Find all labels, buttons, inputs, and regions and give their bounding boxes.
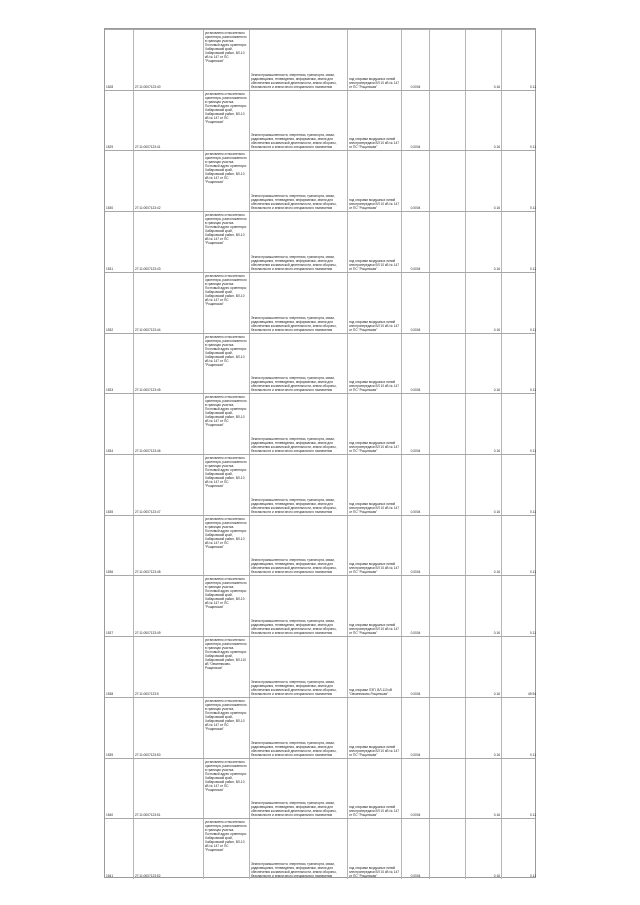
table-cell-use [347, 819, 401, 879]
cell-text-v9: 0.11 [530, 873, 536, 878]
cell-text-area: 0.0004 [410, 570, 421, 575]
table-cell-v8 [465, 394, 501, 454]
table-cell-area [401, 698, 429, 758]
table-cell-v8 [465, 334, 501, 394]
table-cell-v8 [465, 637, 501, 697]
table-cell-v8 [465, 759, 501, 819]
table-cell-cad [133, 30, 203, 90]
table-row [105, 211, 535, 272]
cell-text-location: установлено относительно ориентира, расположенного в границах участка. Почтовый адрес ориентира: Хабаровский край, Хабаровский район, ВЛ-110 кВ "Овчинниково-Рощинская" [205, 638, 248, 671]
table-cell-category [249, 151, 347, 211]
table-cell-cad [133, 576, 203, 636]
table-cell-use [347, 273, 401, 333]
cell-text-cad: 27:11:0007123:5 [135, 691, 159, 696]
table-cell-v9 [501, 91, 537, 151]
cell-text-area: 0.0004 [410, 266, 421, 271]
cell-text-cad: 27:11:0007123:50 [135, 752, 161, 757]
table-cell-v9 [501, 273, 537, 333]
cell-text-use: под опорами воздушных линий электропередачи ВЛ 10 кВ № 147 от ПС "Рощинская" [349, 865, 400, 878]
cell-text-use: под опорами воздушных линий электропередачи ВЛ 10 кВ № 147 от ПС "Рощинская" [349, 562, 400, 575]
table-cell-v7 [429, 30, 465, 90]
cell-text-category: Земли промышленности, энергетики, транспорта, связи, радиовещания, телевидения, информатики, земли для обеспечения космической деятельности, земли обороны, безопасности и земли иного специального назначения [251, 740, 338, 757]
cell-text-id: 1529 [106, 145, 114, 150]
cell-text-v8: 0.16 [493, 813, 500, 818]
table-cell-v8 [465, 212, 501, 272]
cell-text-location: установлено относительно ориентира, расположенного в границах участка. Почтовый адрес ориентира: Хабаровский край, Хабаровский район, ВЛ-10 кВ № 147 от ПС "Рощинская" [205, 91, 248, 124]
table-cell-v9 [501, 394, 537, 454]
table-row [105, 90, 535, 151]
table-cell-area [401, 819, 429, 879]
cell-text-v8: 0.16 [493, 327, 500, 332]
cell-text-category: Земли промышленности, энергетики, транспорта, связи, радиовещания, телевидения, информатики, земли для обеспечения космической деятельности, земли обороны, безопасности и земли иного специального назначения [251, 801, 338, 818]
table-cell-v9 [501, 576, 537, 636]
cell-text-cad: 27:11:0007123:43 [135, 266, 161, 271]
cell-text-v8: 0.16 [493, 509, 500, 514]
table-cell-id [105, 30, 133, 90]
table-cell-v9 [501, 516, 537, 576]
cell-text-v8: 0.16 [493, 873, 500, 878]
table-row [105, 150, 535, 211]
table-cell-v8 [465, 455, 501, 515]
table-cell-v8 [465, 698, 501, 758]
table-cell-cad [133, 273, 203, 333]
table-cell-location [203, 698, 249, 758]
table-cell-location [203, 91, 249, 151]
cell-text-area: 0.0004 [410, 448, 421, 453]
cell-text-area: 0.0004 [410, 145, 421, 150]
table-cell-cad [133, 698, 203, 758]
cell-text-category: Земли промышленности, энергетики, транспорта, связи, радиовещания, телевидения, информатики, земли для обеспечения космической деятельности, земли обороны, безопасности и земли иного специального назначения [251, 558, 338, 575]
table-cell-location [203, 151, 249, 211]
cell-text-area: 0.0004 [410, 388, 421, 393]
table-cell-id [105, 576, 133, 636]
cell-text-use: под опорами воздушных линий электропередачи ВЛ 10 кВ № 147 от ПС "Рощинская" [349, 380, 400, 393]
table-cell-id [105, 91, 133, 151]
table-row [105, 818, 535, 879]
table-cell-location [203, 334, 249, 394]
cell-text-category: Земли промышленности, энергетики, транспорта, связи, радиовещания, телевидения, информатики, земли для обеспечения космической деятельности, земли обороны, безопасности и земли иного специального назначения [251, 497, 338, 514]
cell-text-location: установлено относительно ориентира, расположенного в границах участка. Почтовый адрес ориентира: Хабаровский край, Хабаровский район, ВЛ-10 кВ № 147 от ПС "Рощинская" [205, 213, 248, 246]
cell-text-id: 1532 [106, 327, 114, 332]
table-cell-category [249, 212, 347, 272]
table-cell-v7 [429, 394, 465, 454]
table-cell-v9 [501, 698, 537, 758]
table-cell-v7 [429, 273, 465, 333]
table-cell-use [347, 394, 401, 454]
table-cell-v9 [501, 455, 537, 515]
table-cell-cad [133, 819, 203, 879]
cell-text-location: установлено относительно ориентира, расположенного в границах участка. Почтовый адрес ориентира: Хабаровский край, Хабаровский район, ВЛ-10 кВ № 147 от ПС "Рощинская" [205, 152, 248, 185]
table-cell-cad [133, 759, 203, 819]
cell-text-v9: 49.94 [528, 691, 536, 696]
cell-text-v9: 0.11 [530, 388, 536, 393]
table-cell-v9 [501, 637, 537, 697]
table-cell-id [105, 516, 133, 576]
table-cell-use [347, 698, 401, 758]
cell-text-area: 0.0004 [410, 509, 421, 514]
cell-text-use: под опорами воздушных линий электропередачи ВЛ 10 кВ № 147 от ПС "Рощинская" [349, 744, 400, 757]
cell-text-cad: 27:11:0007123:41 [135, 145, 161, 150]
cell-text-category: Земли промышленности, энергетики, транспорта, связи, радиовещания, телевидения, информатики, земли для обеспечения космической деятельности, земли обороны, безопасности и земли иного специального назначения [251, 194, 338, 211]
cell-text-location: установлено относительно ориентира, расположенного в границах участка. Почтовый адрес ориентира: Хабаровский край, Хабаровский район, ВЛ-10 кВ № 147 от ПС "Рощинская" [205, 31, 248, 63]
table-cell-v9 [501, 212, 537, 272]
table-cell-area [401, 334, 429, 394]
cell-text-v9: 0.11 [530, 631, 536, 636]
table-cell-use [347, 516, 401, 576]
table-cell-id [105, 334, 133, 394]
table-cell-v9 [501, 819, 537, 879]
cell-text-v9: 0.11 [530, 327, 536, 332]
table-cell-v9 [501, 334, 537, 394]
cell-text-category: Земли промышленности, энергетики, транспорта, связи, радиовещания, телевидения, информатики, земли для обеспечения космической деятельности, земли обороны, безопасности и земли иного специального назначения [251, 861, 338, 878]
cell-text-category: Земли промышленности, энергетики, транспорта, связи, радиовещания, телевидения, информатики, земли для обеспечения космической деятельности, земли обороны, безопасности и земли иного специального назначения [251, 619, 338, 636]
table-cell-category [249, 759, 347, 819]
cell-text-cad: 27:11:0007123:44 [135, 327, 161, 332]
cell-text-v9: 0.11 [530, 145, 536, 150]
cell-text-id: 1538 [106, 691, 114, 696]
table-cell-location [203, 212, 249, 272]
table-cell-v7 [429, 151, 465, 211]
table-cell-use [347, 759, 401, 819]
cell-text-area: 0.0004 [410, 813, 421, 818]
cell-text-location: установлено относительно ориентира, расположенного в границах участка. Почтовый адрес ориентира: Хабаровский край, Хабаровский район, ВЛ-10 кВ № 147 от ПС "Рощинская" [205, 273, 248, 306]
table-cell-area [401, 394, 429, 454]
table-cell-v7 [429, 759, 465, 819]
cell-text-v9: 0.11 [530, 84, 536, 89]
table-cell-area [401, 637, 429, 697]
table-cell-location [203, 455, 249, 515]
table-cell-v8 [465, 516, 501, 576]
cell-text-location: установлено относительно ориентира, расположенного в границах участка. Почтовый адрес ориентира: Хабаровский край, Хабаровский район, ВЛ-10 кВ № 147 от ПС "Рощинская" [205, 698, 248, 731]
cell-text-use: под опорами воздушных линий электропередачи ВЛ 10 кВ № 147 от ПС "Рощинская" [349, 623, 400, 636]
cell-text-use: под опорами ЛЭП, ВЛ-110 кВ "Овчинниково-Рощинская" [349, 687, 393, 696]
table-row [105, 758, 535, 819]
cell-text-use: под опорами воздушных линий электропередачи ВЛ 10 кВ № 147 от ПС "Рощинская" [349, 501, 400, 514]
cell-text-area: 0.0004 [410, 327, 421, 332]
cell-text-use: под опорами воздушных линий электропередачи ВЛ 10 кВ № 147 от ПС "Рощинская" [349, 198, 400, 211]
table-cell-v7 [429, 516, 465, 576]
table-cell-area [401, 273, 429, 333]
table-cell-category [249, 30, 347, 90]
cell-text-cad: 27:11:0007123:45 [135, 388, 161, 393]
table-cell-use [347, 30, 401, 90]
cell-text-v9: 0.11 [530, 813, 536, 818]
table-cell-category [249, 334, 347, 394]
table-cell-category [249, 455, 347, 515]
table-cell-v9 [501, 30, 537, 90]
cell-text-v8: 0.16 [493, 631, 500, 636]
table-cell-location [203, 516, 249, 576]
table-row [105, 636, 535, 697]
cell-text-location: установлено относительно ориентира, расположенного в границах участка. Почтовый адрес ориентира: Хабаровский край, Хабаровский район, ВЛ-10 кВ № 147 от ПС "Рощинская" [205, 759, 248, 792]
cell-text-v8: 0.16 [493, 145, 500, 150]
table-row [105, 575, 535, 636]
table-cell-id [105, 212, 133, 272]
table-row [105, 333, 535, 394]
cell-text-cad: 27:11:0007123:46 [135, 448, 161, 453]
table-cell-location [203, 394, 249, 454]
cell-text-id: 1537 [106, 631, 114, 636]
table-cell-area [401, 759, 429, 819]
cell-text-location: установлено относительно ориентира, расположенного в границах участка. Почтовый адрес ориентира: Хабаровский край, Хабаровский район, ВЛ-10 кВ № 147 от ПС "Рощинская" [205, 395, 248, 428]
table-cell-id [105, 455, 133, 515]
table-cell-v7 [429, 455, 465, 515]
table-cell-v8 [465, 576, 501, 636]
table-row [105, 454, 535, 515]
cell-text-area: 0.0004 [410, 873, 421, 878]
cell-text-cad: 27:11:0007123:52 [135, 873, 161, 878]
table-cell-v8 [465, 30, 501, 90]
cell-text-v8: 0.16 [493, 206, 500, 211]
table-row [105, 29, 535, 90]
table-cell-category [249, 698, 347, 758]
table-cell-area [401, 151, 429, 211]
cell-text-location: установлено относительно ориентира, расположенного в границах участка. Почтовый адрес ориентира: Хабаровский край, Хабаровский район, ВЛ-10 кВ № 147 от ПС "Рощинская" [205, 820, 248, 853]
cell-text-area: 0.0004 [410, 631, 421, 636]
cell-text-use: под опорами воздушных линий электропередачи ВЛ 10 кВ № 147 от ПС "Рощинская" [349, 258, 400, 271]
cell-text-id: 1540 [106, 813, 114, 818]
cell-text-cad: 27:11:0007123:40 [135, 84, 161, 89]
cell-text-v9: 0.11 [530, 448, 536, 453]
table-cell-id [105, 759, 133, 819]
table-cell-cad [133, 455, 203, 515]
cell-text-id: 1534 [106, 448, 114, 453]
table-cell-v8 [465, 91, 501, 151]
table-cell-id [105, 637, 133, 697]
cell-text-area: 0.0004 [410, 84, 421, 89]
table-cell-category [249, 516, 347, 576]
cell-text-area: 0.0004 [410, 206, 421, 211]
cell-text-category: Земли промышленности, энергетики, транспорта, связи, радиовещания, телевидения, информатики, земли для обеспечения космической деятельности, земли обороны, безопасности и земли иного специального назначения [251, 133, 338, 150]
table-row [105, 272, 535, 333]
cell-text-v8: 0.16 [493, 448, 500, 453]
table-cell-area [401, 91, 429, 151]
table-cell-id [105, 819, 133, 879]
cell-text-cad: 27:11:0007123:42 [135, 206, 161, 211]
cell-text-id: 1539 [106, 752, 114, 757]
cell-text-use: под опорами воздушных линий электропередачи ВЛ 10 кВ № 147 от ПС "Рощинская" [349, 440, 400, 453]
cell-text-location: установлено относительно ориентира, расположенного в границах участка. Почтовый адрес ориентира: Хабаровский край, Хабаровский район, ВЛ-10 кВ № 147 от ПС "Рощинская" [205, 577, 248, 610]
table-cell-location [203, 30, 249, 90]
table-cell-use [347, 334, 401, 394]
table-cell-category [249, 576, 347, 636]
cell-text-v8: 0.16 [493, 691, 500, 696]
cell-text-id: 1541 [106, 873, 114, 878]
cell-text-category: Земли промышленности, энергетики, транспорта, связи, радиовещания, телевидения, информатики, земли для обеспечения космической деятельности, земли обороны, безопасности и земли иного специального назначения [251, 679, 338, 696]
cell-text-location: установлено относительно ориентира, расположенного в границах участка. Почтовый адрес ориентира: Хабаровский край, Хабаровский район, ВЛ-10 кВ № 147 от ПС "Рощинская" [205, 334, 248, 367]
cell-text-category: Земли промышленности, энергетики, транспорта, связи, радиовещания, телевидения, информатики, земли для обеспечения космической деятельности, земли обороны, безопасности и земли иного специального назначения [251, 376, 338, 393]
land-plots-table [104, 28, 536, 878]
table-cell-area [401, 455, 429, 515]
cell-text-v8: 0.16 [493, 752, 500, 757]
cell-text-category: Земли промышленности, энергетики, транспорта, связи, радиовещания, телевидения, информатики, земли для обеспечения космической деятельности, земли обороны, безопасности и земли иного специального назначения [251, 315, 338, 332]
table-cell-use [347, 637, 401, 697]
table-cell-v7 [429, 637, 465, 697]
table-cell-v8 [465, 819, 501, 879]
table-cell-v7 [429, 819, 465, 879]
cell-text-id: 1528 [106, 84, 114, 89]
table-cell-v7 [429, 576, 465, 636]
table-cell-category [249, 637, 347, 697]
table-cell-cad [133, 637, 203, 697]
table-cell-v7 [429, 91, 465, 151]
cell-text-v9: 0.11 [530, 266, 536, 271]
table-row [105, 697, 535, 758]
table-cell-v7 [429, 698, 465, 758]
cell-text-v8: 0.16 [493, 84, 500, 89]
table-cell-location [203, 759, 249, 819]
cell-text-v9: 0.11 [530, 570, 536, 575]
cell-text-use: под опорами воздушных линий электропередачи ВЛ 10 кВ № 147 от ПС "Рощинская" [349, 805, 400, 818]
table-cell-category [249, 819, 347, 879]
table-cell-v8 [465, 273, 501, 333]
table-cell-location [203, 273, 249, 333]
cell-text-category: Земли промышленности, энергетики, транспорта, связи, радиовещания, телевидения, информатики, земли для обеспечения космической деятельности, земли обороны, безопасности и земли иного специального назначения [251, 72, 338, 89]
table-cell-cad [133, 516, 203, 576]
table-cell-category [249, 394, 347, 454]
table-cell-v8 [465, 151, 501, 211]
table-cell-area [401, 516, 429, 576]
cell-text-v8: 0.16 [493, 388, 500, 393]
table-cell-location [203, 819, 249, 879]
table-cell-category [249, 273, 347, 333]
table-cell-v7 [429, 334, 465, 394]
table-cell-category [249, 91, 347, 151]
table-cell-location [203, 576, 249, 636]
table-cell-id [105, 273, 133, 333]
table-cell-area [401, 576, 429, 636]
cell-text-v8: 0.16 [493, 570, 500, 575]
table-cell-id [105, 698, 133, 758]
cell-text-use: под опорами воздушных линий электропередачи ВЛ 10 кВ № 147 от ПС "Рощинская" [349, 76, 400, 89]
cell-text-cad: 27:11:0007123:48 [135, 570, 161, 575]
cell-text-category: Земли промышленности, энергетики, транспорта, связи, радиовещания, телевидения, информатики, земли для обеспечения космической деятельности, земли обороны, безопасности и земли иного специального назначения [251, 436, 338, 453]
cell-text-area: 0.0004 [410, 691, 421, 696]
table-cell-v9 [501, 759, 537, 819]
cell-text-cad: 27:11:0007123:49 [135, 631, 161, 636]
cell-text-category: Земли промышленности, энергетики, транспорта, связи, радиовещания, телевидения, информатики, земли для обеспечения космической деятельности, земли обороны, безопасности и земли иного специального назначения [251, 254, 338, 271]
cell-text-location: установлено относительно ориентира, расположенного в границах участка. Почтовый адрес ориентира: Хабаровский край, Хабаровский район, ВЛ-10 кВ № 147 от ПС "Рощинская" [205, 516, 248, 549]
cell-text-id: 1536 [106, 570, 114, 575]
table-cell-use [347, 91, 401, 151]
cell-text-v9: 0.11 [530, 206, 536, 211]
table-cell-use [347, 212, 401, 272]
table-cell-id [105, 394, 133, 454]
cell-text-id: 1533 [106, 388, 114, 393]
table-cell-cad [133, 212, 203, 272]
cell-text-use: под опорами воздушных линий электропередачи ВЛ 10 кВ № 147 от ПС "Рощинская" [349, 137, 400, 150]
table-cell-v7 [429, 212, 465, 272]
cell-text-cad: 27:11:0007123:47 [135, 509, 161, 514]
table-cell-use [347, 455, 401, 515]
table-cell-id [105, 151, 133, 211]
table-cell-area [401, 212, 429, 272]
table-cell-cad [133, 394, 203, 454]
cell-text-v8: 0.16 [493, 266, 500, 271]
cell-text-id: 1530 [106, 206, 114, 211]
cell-text-v9: 0.11 [530, 752, 536, 757]
cell-text-id: 1531 [106, 266, 114, 271]
table-cell-use [347, 151, 401, 211]
cell-text-location: установлено относительно ориентира, расположенного в границах участка. Почтовый адрес ориентира: Хабаровский край, Хабаровский район, ВЛ-10 кВ № 147 от ПС "Рощинская" [205, 456, 248, 488]
table-row [105, 393, 535, 454]
table-cell-cad [133, 334, 203, 394]
table-cell-area [401, 30, 429, 90]
table-cell-v9 [501, 151, 537, 211]
table-cell-cad [133, 91, 203, 151]
cell-text-use: под опорами воздушных линий электропередачи ВЛ 10 кВ № 147 от ПС "Рощинская" [349, 319, 400, 332]
cell-text-area: 0.0004 [410, 752, 421, 757]
table-row [105, 515, 535, 576]
cell-text-cad: 27:11:0007123:51 [135, 813, 161, 818]
table-cell-location [203, 637, 249, 697]
table-cell-use [347, 576, 401, 636]
table-cell-cad [133, 151, 203, 211]
cell-text-id: 1535 [106, 509, 114, 514]
cell-text-v9: 0.11 [530, 509, 536, 514]
